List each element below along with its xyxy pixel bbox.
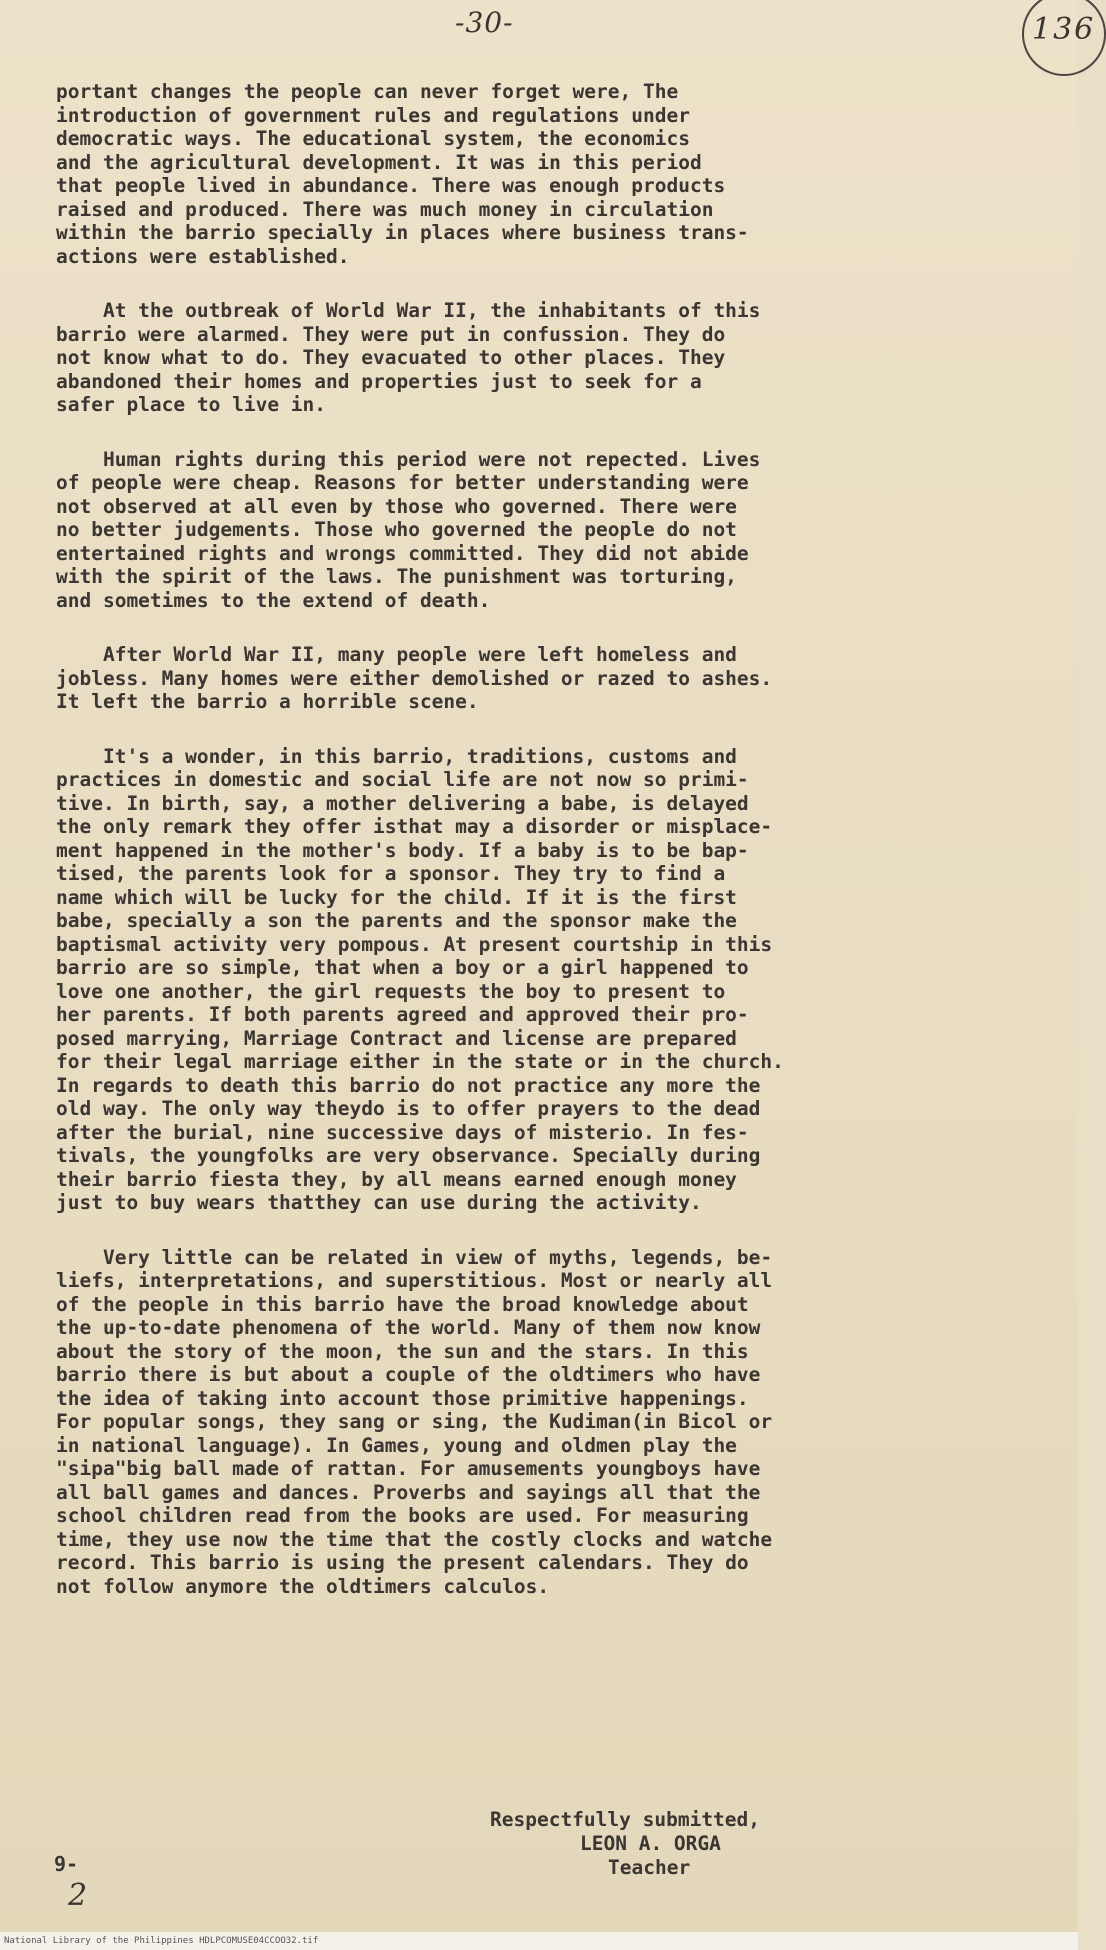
text-line: Human rights during this period were not repected. Lives [56, 447, 761, 471]
text-line: the only remark they offer isthat may a disorder or misplace- [56, 815, 773, 838]
text-line: jobless. Many homes were either demolished or razed to ashes. [56, 666, 773, 690]
text-line: the up-to-date phenomena of the world. Many of them now know [56, 1316, 761, 1339]
text-line: barrio were alarmed. They were put in confussion. They do [56, 322, 726, 346]
text-line: that people lived in abundance. There was enough products [56, 174, 726, 197]
text-line: portant changes the people can never forget were, The [56, 80, 679, 103]
text-line: tive. In birth, say, a mother delivering a babe, is delayed [56, 791, 749, 815]
text-line: babe, specially a son the parents and the sponsor make the [56, 909, 737, 932]
text-line: not follow anymore the oldtimers calculos. [56, 1574, 550, 1598]
text-line: not observed at all even by those who governed. There were [56, 494, 737, 518]
text-line: the idea of taking into account those primitive happenings. [56, 1386, 749, 1410]
text-line: abandoned their homes and properties just to seek for a [56, 369, 702, 393]
text-line: tised, the parents look for a sponsor. They try to find a [56, 862, 726, 885]
text-line: within the barrio specially in places where business trans- [56, 221, 749, 244]
text-line: no better judgements. Those who governed the people do not [56, 518, 737, 541]
text-line: entertained rights and wrongs committed. They did not abide [56, 541, 749, 565]
text-line: of people were cheap. Reasons for better understanding were [56, 471, 749, 494]
text-line: raised and produced. There was much money in circulation [56, 197, 714, 221]
signature-closing: Respectfully submitted, [490, 1808, 761, 1831]
text-line: It left the barrio a horrible scene. [56, 690, 479, 713]
text-line: love one another, the girl requests the boy to present to [56, 979, 726, 1003]
paragraph [56, 745, 1046, 1215]
text-line: for their legal marriage either in the state or in the church. [56, 1050, 784, 1073]
text-line: barrio are so simple, that when a boy or a girl happened to [56, 956, 749, 979]
text-line: It's a wonder, in this barrio, traditions, customs and [56, 744, 737, 768]
text-line: practices in domestic and social life are not now so primi- [56, 768, 749, 791]
text-line: democratic ways. The educational system, the economics [56, 127, 690, 150]
handwritten-mark: 2 [68, 1878, 88, 1913]
text-line: safer place to live in. [56, 393, 327, 416]
signature-block [490, 1808, 910, 1880]
text-line: of the people in this barrio have the broad knowledge about [56, 1292, 749, 1316]
text-line: liefs, interpretations, and superstitious. Most or nearly all [56, 1269, 773, 1292]
paragraph [56, 448, 1046, 613]
paragraph [56, 299, 1046, 417]
paragraph [56, 643, 1046, 714]
scan-footer: National Library of the Philippines HDLPCOMUSE04CCOO32.tif [0, 1932, 1078, 1950]
paragraph [56, 80, 1046, 268]
text-line: and sometimes to the extend of death. [56, 588, 491, 612]
signature-title: Teacher [608, 1856, 691, 1879]
handwritten-folio-number: 136 [1032, 12, 1096, 47]
text-line: record. This barrio is using the present calendars. They do [56, 1551, 749, 1574]
text-line: In regards to death this barrio do not practice any more the [56, 1073, 761, 1097]
text-line: barrio there is but about a couple of the oldtimers who have [56, 1363, 761, 1386]
text-line: old way. The only way theydo is to offer prayers to the dead [56, 1097, 761, 1120]
text-line: After World War II, many people were left homeless and [56, 643, 737, 666]
text-line: actions were established. [56, 244, 350, 268]
paragraph [56, 1246, 1046, 1599]
text-line: Very little can be related in view of myths, legends, be- [56, 1245, 773, 1269]
text-line: ment happened in the mother's body. If a baby is to be bap- [56, 838, 749, 862]
text-line: about the story of the moon, the sun and the stars. In this [56, 1339, 749, 1363]
text-line: baptismal activity very pompous. At present courtship in this [56, 932, 773, 956]
typed-mark: 9- [54, 1852, 79, 1876]
text-line: time, they use now the time that the costly clocks and watche [56, 1527, 773, 1551]
body-text [56, 80, 1046, 1629]
text-line: At the outbreak of World War II, the inhabitants of this [56, 299, 761, 322]
text-line: name which will be lucky for the child. If it is the first [56, 885, 737, 909]
text-line: posed marrying, Marriage Contract and license are prepared [56, 1026, 737, 1050]
text-line: and the agricultural development. It was in this period [56, 150, 702, 174]
text-line: For popular songs, they sang or sing, the Kudiman(in Bicol or [56, 1410, 773, 1433]
text-line: school children read from the books are used. For measuring [56, 1504, 749, 1527]
text-line: after the burial, nine successive days of misterio. In fes- [56, 1120, 749, 1144]
text-line: just to buy wears thatthey can use during the activity. [56, 1191, 702, 1214]
text-line: not know what to do. They evacuated to other places. They [56, 346, 726, 369]
page-number: -30- [455, 6, 514, 39]
text-line: introduction of government rules and regulations under [56, 103, 690, 127]
text-line: with the spirit of the laws. The punishment was torturing, [56, 565, 737, 588]
signature-name: LEON A. ORGA [580, 1832, 721, 1855]
text-line: their barrio fiesta they, by all means earned enough money [56, 1167, 737, 1191]
text-line: "sipa"big ball made of rattan. For amusements youngboys have [56, 1457, 761, 1480]
text-line: in national language). In Games, young and oldmen play the [56, 1433, 737, 1457]
text-line: her parents. If both parents agreed and approved their pro- [56, 1003, 749, 1026]
text-line: all ball games and dances. Proverbs and sayings all that the [56, 1480, 761, 1504]
text-line: tivals, the youngfolks are very observance. Specially during [56, 1144, 761, 1167]
